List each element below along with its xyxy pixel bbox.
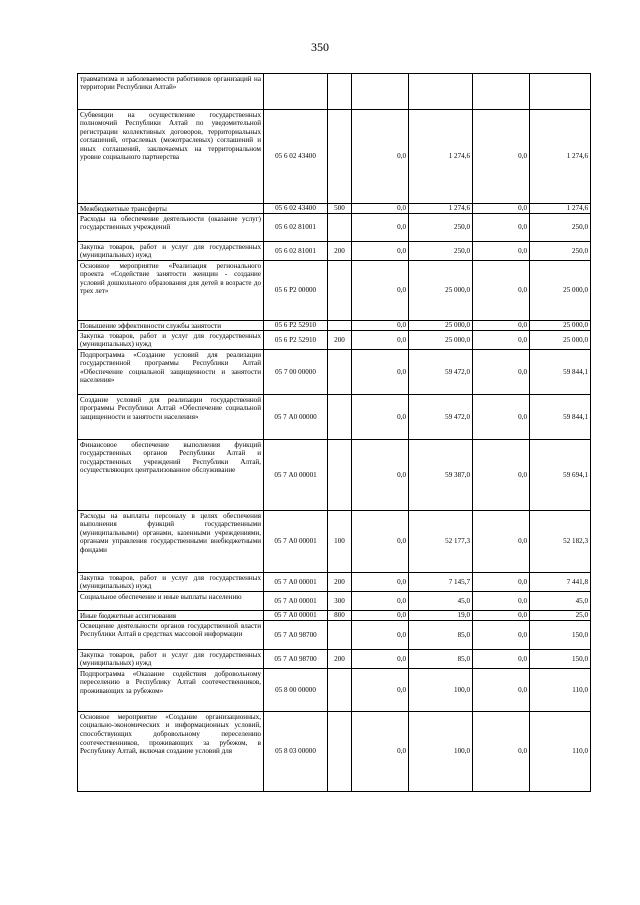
target-code: 05 6 02 81001 xyxy=(264,242,328,261)
amount-2: 250,0 xyxy=(409,214,473,242)
amount-3: 0,0 xyxy=(473,395,530,440)
amount-1: 0,0 xyxy=(352,261,409,321)
expense-type xyxy=(328,712,352,792)
table-row xyxy=(78,440,591,511)
amount-2: 25 000,0 xyxy=(409,331,473,350)
amount-3: 0,0 xyxy=(473,511,530,573)
amount-2 xyxy=(409,74,473,110)
item-name: Финансовое обеспечение выполнения функций государственных органов Республики Алтай и государственных учреждений Республики Алтай, осуществляющих централизованное обслуживание xyxy=(78,440,264,511)
expense-type: 200 xyxy=(328,573,352,592)
item-name: Закупка товаров, работ и услуг для государственных (муниципальных) нужд xyxy=(78,573,264,592)
amount-2: 100,0 xyxy=(409,669,473,712)
table-row xyxy=(78,350,591,395)
amount-1: 0,0 xyxy=(352,592,409,611)
amount-1: 0,0 xyxy=(352,350,409,395)
item-name: Закупка товаров, работ и услуг для государственных (муниципальных) нужд xyxy=(78,650,264,669)
amount-4 xyxy=(530,74,591,110)
expense-type xyxy=(328,350,352,395)
amount-1: 0,0 xyxy=(352,204,409,214)
table-row xyxy=(78,331,591,350)
target-code: 05 7 00 00000 xyxy=(264,350,328,395)
table-row xyxy=(78,611,591,621)
expense-type: 100 xyxy=(328,511,352,573)
amount-1: 0,0 xyxy=(352,611,409,621)
table-row xyxy=(78,511,591,573)
amount-4: 25 000,0 xyxy=(530,321,591,331)
item-name: Закупка товаров, работ и услуг для государственных (муниципальных) нужд xyxy=(78,331,264,350)
amount-4: 25 000,0 xyxy=(530,331,591,350)
amount-2: 59 472,0 xyxy=(409,395,473,440)
item-name: Основное мероприятие «Создание организационных, социально-экономических и информационных условий, способствующих добровольному переселению соотечественников, проживающих за рубежом, в Республику Алтай, включая создание условий для xyxy=(78,712,264,792)
amount-1: 0,0 xyxy=(352,669,409,712)
table-row xyxy=(78,669,591,712)
table-row xyxy=(78,712,591,792)
amount-2: 100,0 xyxy=(409,712,473,792)
budget-table xyxy=(77,73,591,792)
expense-type xyxy=(328,440,352,511)
amount-4: 250,0 xyxy=(530,214,591,242)
amount-1: 0,0 xyxy=(352,621,409,650)
amount-2: 45,0 xyxy=(409,592,473,611)
amount-3: 0,0 xyxy=(473,611,530,621)
amount-2: 25 000,0 xyxy=(409,321,473,331)
amount-4: 59 694,1 xyxy=(530,440,591,511)
target-code: 05 7 А0 00001 xyxy=(264,592,328,611)
amount-3: 0,0 xyxy=(473,669,530,712)
target-code: 05 6 P2 52910 xyxy=(264,331,328,350)
target-code: 05 6 02 43400 xyxy=(264,110,328,204)
amount-2: 250,0 xyxy=(409,242,473,261)
item-name: травматизма и заболеваемости работников организаций на территории Республики Алтай» xyxy=(78,74,264,110)
expense-type: 500 xyxy=(328,204,352,214)
amount-2: 59 387,0 xyxy=(409,440,473,511)
expense-type xyxy=(328,214,352,242)
table-row xyxy=(78,214,591,242)
amount-2: 85,0 xyxy=(409,621,473,650)
item-name: Повышение эффективности службы занятости xyxy=(78,321,264,331)
expense-type: 200 xyxy=(328,242,352,261)
amount-1: 0,0 xyxy=(352,321,409,331)
amount-4: 52 182,3 xyxy=(530,511,591,573)
amount-4: 59 844,1 xyxy=(530,350,591,395)
amount-3: 0,0 xyxy=(473,242,530,261)
expense-type xyxy=(328,321,352,331)
amount-3: 0,0 xyxy=(473,621,530,650)
expense-type xyxy=(328,110,352,204)
item-name: Освещение деятельности органов государственной власти Республики Алтай в средствах массовой информации xyxy=(78,621,264,650)
amount-3: 0,0 xyxy=(473,573,530,592)
table-row xyxy=(78,621,591,650)
amount-2: 52 177,3 xyxy=(409,511,473,573)
amount-2: 25 000,0 xyxy=(409,261,473,321)
target-code xyxy=(264,74,328,110)
expense-type xyxy=(328,395,352,440)
expense-type: 200 xyxy=(328,331,352,350)
target-code: 05 6 02 81001 xyxy=(264,214,328,242)
target-code: 05 7 А0 98700 xyxy=(264,650,328,669)
table-row xyxy=(78,261,591,321)
table-row xyxy=(78,592,591,611)
table-row xyxy=(78,110,591,204)
amount-1: 0,0 xyxy=(352,511,409,573)
item-name: Расходы на обеспечение деятельности (оказание услуг) государственных учреждений xyxy=(78,214,264,242)
amount-4: 110,0 xyxy=(530,712,591,792)
target-code: 05 6 P2 52910 xyxy=(264,321,328,331)
expense-type xyxy=(328,74,352,110)
item-name: Подпрограмма «Оказание содействия добровольному переселению в Республику Алтай соотечественников, проживающих за рубежом» xyxy=(78,669,264,712)
expense-type xyxy=(328,669,352,712)
item-name: Иные бюджетные ассигнования xyxy=(78,611,264,621)
amount-4: 7 441,8 xyxy=(530,573,591,592)
amount-3: 0,0 xyxy=(473,214,530,242)
amount-1: 0,0 xyxy=(352,110,409,204)
amount-1: 0,0 xyxy=(352,440,409,511)
item-name: Основное мероприятие «Реализация регионального проекта «Содействие занятости женщин - создание условий дошкольного образования для детей в возрасте до трех лет» xyxy=(78,261,264,321)
expense-type xyxy=(328,261,352,321)
target-code: 05 7 А0 00001 xyxy=(264,611,328,621)
amount-2: 85,0 xyxy=(409,650,473,669)
table-row xyxy=(78,395,591,440)
amount-1: 0,0 xyxy=(352,331,409,350)
amount-3: 0,0 xyxy=(473,331,530,350)
amount-2: 59 472,0 xyxy=(409,350,473,395)
amount-1: 0,0 xyxy=(352,650,409,669)
table-row xyxy=(78,242,591,261)
item-name: Субвенции на осуществление государственных полномочий Республики Алтай по уведомительной регистрации коллективных договоров, территориальных соглашений, отраслевых (межотраслевых) соглашений и иных соглашений, заключаемых на территориальном уровне социального партнерства xyxy=(78,110,264,204)
item-name: Закупка товаров, работ и услуг для государственных (муниципальных) нужд xyxy=(78,242,264,261)
amount-1: 0,0 xyxy=(352,395,409,440)
amount-4: 150,0 xyxy=(530,621,591,650)
amount-4: 25,0 xyxy=(530,611,591,621)
target-code: 05 7 А0 98700 xyxy=(264,621,328,650)
table-row xyxy=(78,573,591,592)
amount-2: 1 274,6 xyxy=(409,110,473,204)
item-name: Расходы на выплаты персоналу в целях обеспечения выполнения функций государственными (муниципальными) органами, казенными учреждениями, органами управления государственными внебюджетными фондами xyxy=(78,511,264,573)
amount-2: 1 274,6 xyxy=(409,204,473,214)
table-row xyxy=(78,204,591,214)
amount-1: 0,0 xyxy=(352,242,409,261)
amount-3: 0,0 xyxy=(473,712,530,792)
expense-type xyxy=(328,621,352,650)
amount-3 xyxy=(473,74,530,110)
amount-4: 59 844,1 xyxy=(530,395,591,440)
item-name: Создание условий для реализации государственной программы Республики Алтай «Обеспечение социальной защищенности и занятости населения» xyxy=(78,395,264,440)
amount-4: 150,0 xyxy=(530,650,591,669)
amount-1: 0,0 xyxy=(352,712,409,792)
amount-3: 0,0 xyxy=(473,440,530,511)
amount-1: 0,0 xyxy=(352,573,409,592)
amount-3: 0,0 xyxy=(473,592,530,611)
amount-4: 45,0 xyxy=(530,592,591,611)
target-code: 05 7 А0 00001 xyxy=(264,440,328,511)
target-code: 05 8 00 00000 xyxy=(264,669,328,712)
amount-4: 250,0 xyxy=(530,242,591,261)
amount-3: 0,0 xyxy=(473,350,530,395)
amount-4: 25 000,0 xyxy=(530,261,591,321)
target-code: 05 7 А0 00001 xyxy=(264,573,328,592)
table-row xyxy=(78,321,591,331)
budget-table-body xyxy=(78,74,591,792)
expense-type: 800 xyxy=(328,611,352,621)
amount-1 xyxy=(352,74,409,110)
amount-1: 0,0 xyxy=(352,214,409,242)
page-number: 350 xyxy=(311,40,329,54)
amount-3: 0,0 xyxy=(473,321,530,331)
amount-2: 19,0 xyxy=(409,611,473,621)
target-code: 05 8 03 00000 xyxy=(264,712,328,792)
amount-4: 1 274,6 xyxy=(530,204,591,214)
amount-3: 0,0 xyxy=(473,650,530,669)
amount-3: 0,0 xyxy=(473,110,530,204)
item-name: Социальное обеспечение и иные выплаты населению xyxy=(78,592,264,611)
target-code: 05 7 А0 00001 xyxy=(264,511,328,573)
target-code: 05 7 А0 00000 xyxy=(264,395,328,440)
amount-4: 110,0 xyxy=(530,669,591,712)
amount-4: 1 274,6 xyxy=(530,110,591,204)
item-name: Подпрограмма «Создание условий для реализации государственной программы Республики Алтай «Обеспечение социальной защищенности и занятости населения» xyxy=(78,350,264,395)
amount-3: 0,0 xyxy=(473,261,530,321)
table-row xyxy=(78,650,591,669)
expense-type: 200 xyxy=(328,650,352,669)
item-name: Межбюджетные трансферты xyxy=(78,204,264,214)
target-code: 05 6 P2 00000 xyxy=(264,261,328,321)
amount-2: 7 145,7 xyxy=(409,573,473,592)
expense-type: 300 xyxy=(328,592,352,611)
target-code: 05 6 02 43400 xyxy=(264,204,328,214)
amount-3: 0,0 xyxy=(473,204,530,214)
table-row xyxy=(78,74,591,110)
